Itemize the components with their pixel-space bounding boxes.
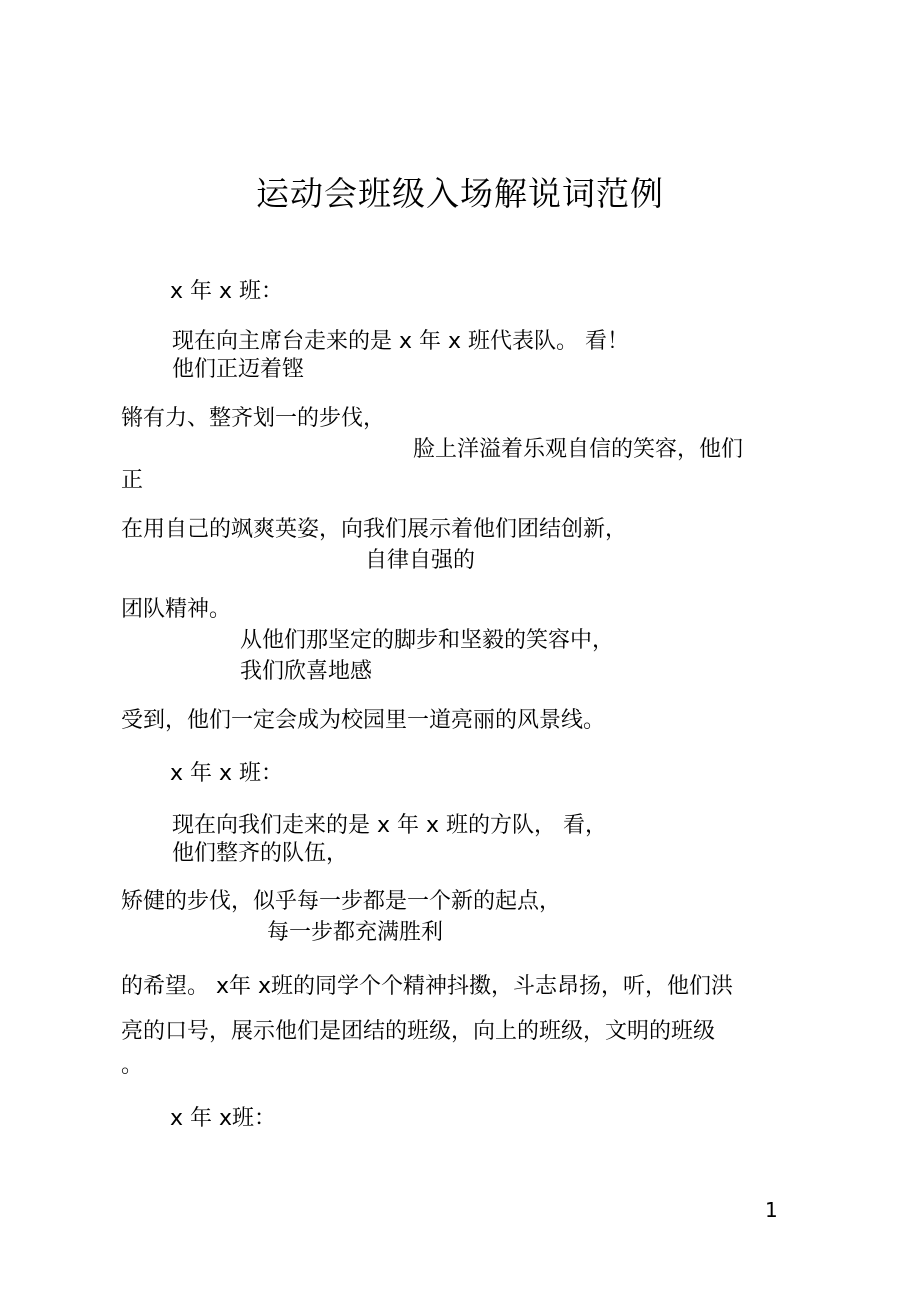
paragraph-line: 自律自强的 bbox=[365, 548, 476, 573]
paragraph-line: 受到，他们一定会成为校园里一道亮丽的风景线。 bbox=[121, 708, 606, 733]
paragraph-line: 。 bbox=[121, 1053, 144, 1078]
paragraph-line: 现在向我们走来的是 x 年 x 班的方队， 看， bbox=[172, 813, 608, 838]
paragraph-line: 每一步都充满胜利 bbox=[267, 920, 444, 945]
paragraph-line: 锵有力、整齐划一的步伐， bbox=[121, 406, 386, 431]
paragraph-line: 正 bbox=[121, 468, 144, 493]
paragraph-line: 在用自己的飒爽英姿，向我们展示着他们团结创新， bbox=[121, 517, 628, 542]
paragraph-line: 他们整齐的队伍， bbox=[172, 841, 349, 866]
paragraph-line: 我们欣喜地感 bbox=[240, 659, 373, 684]
paragraph-line: 从他们那坚定的脚步和坚毅的笑容中， bbox=[240, 628, 615, 653]
paragraph-line: 矫健的步伐，似乎每一步都是一个新的起点， bbox=[121, 889, 562, 914]
document-title: 运动会班级入场解说词范例 bbox=[256, 174, 664, 213]
paragraph-line: 团队精神。 bbox=[121, 597, 232, 622]
paragraph-line: x 年 x 班： bbox=[170, 761, 284, 786]
paragraph-line: 的希望。 x年 x班的同学个个精神抖擞，斗志昂扬，听，他们洪 bbox=[121, 974, 734, 999]
paragraph-line: x 年 x班： bbox=[170, 1106, 277, 1131]
paragraph-line: 他们正迈着铿 bbox=[172, 357, 305, 382]
paragraph-line: 亮的口号，展示他们是团结的班级，向上的班级，文明的班级 bbox=[121, 1019, 716, 1044]
page-number: 1 bbox=[765, 1198, 778, 1222]
paragraph-line: x 年 x 班： bbox=[170, 279, 284, 304]
paragraph-line: 现在向主席台走来的是 x 年 x 班代表队。 看！ bbox=[172, 329, 630, 354]
paragraph-line: 脸上洋溢着乐观自信的笑容，他们 bbox=[413, 437, 744, 462]
